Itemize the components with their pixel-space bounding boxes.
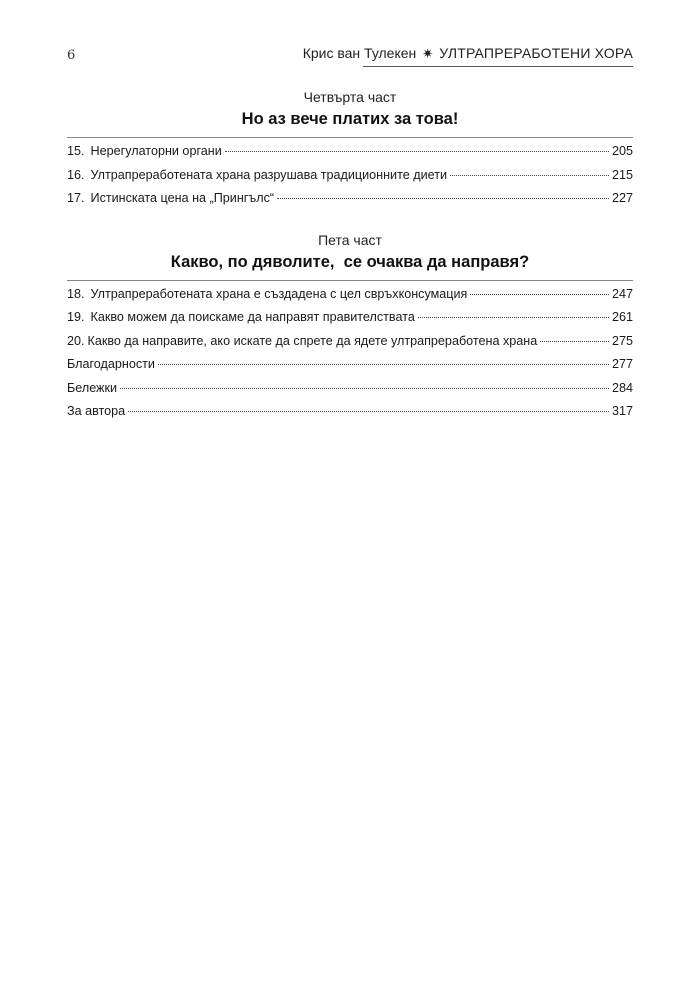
toc-entry-number: 19.	[67, 310, 85, 324]
toc-entry-title: Какво можем да поискаме да направят правителствата	[90, 310, 415, 324]
toc-entry-title: Ултрапреработената храна е създадена с цел свръхконсумация	[90, 286, 468, 301]
toc-entry[interactable]	[67, 381, 633, 405]
header-rule	[363, 66, 633, 67]
toc-entry-number: 18.	[67, 286, 85, 301]
dot-leader	[470, 294, 609, 295]
toc-entry[interactable]	[67, 168, 633, 192]
part-label: Пета част	[318, 231, 382, 248]
toc-entry-title: Истинската цена на „Прингълс“	[90, 191, 275, 205]
dot-leader	[158, 364, 609, 365]
dot-leader	[120, 388, 609, 389]
toc-entry-title: Какво да направите, ако искате да спрете да ядете ултрапреработена храна	[87, 333, 538, 348]
part-rule	[67, 137, 633, 138]
toc-entry-title: За автора	[67, 404, 126, 418]
part-title: Какво, по дяволите, се очаква да направя?	[170, 252, 530, 271]
toc-entry-title: Нерегулаторни органи	[90, 144, 222, 158]
part-rule	[67, 280, 633, 281]
dot-leader	[128, 411, 609, 412]
toc-entry[interactable]	[67, 404, 633, 428]
toc-entry-page: 277	[611, 357, 633, 371]
toc-entry-page: 275	[611, 333, 633, 348]
toc-entry[interactable]	[67, 144, 633, 168]
toc-entry-page: 215	[611, 167, 633, 182]
toc-entry-page: 317	[611, 404, 633, 418]
page-number: 6	[67, 48, 76, 63]
table-of-contents	[67, 88, 633, 428]
toc-entry-number: 15.	[67, 144, 85, 158]
toc-entry[interactable]	[67, 357, 633, 381]
toc-entry-page: 247	[611, 286, 633, 301]
dot-leader	[277, 198, 609, 199]
toc-entry[interactable]	[67, 287, 633, 311]
part-five	[67, 231, 633, 428]
running-head	[303, 45, 633, 62]
dot-leader	[450, 175, 609, 176]
part-four	[67, 88, 633, 215]
toc-entry-title: Бележки	[67, 380, 118, 395]
toc-entry-page: 284	[611, 380, 633, 395]
part-label: Четвърта част	[303, 89, 397, 105]
toc-entry-number: 17.	[67, 191, 85, 205]
toc-entry-number: 16.	[67, 167, 85, 182]
toc-entry[interactable]	[67, 334, 633, 358]
dot-leader	[540, 341, 609, 342]
dot-leader	[418, 317, 609, 318]
toc-entry-page: 261	[611, 310, 633, 324]
running-head-author: Крис ван Тулекен	[302, 45, 417, 61]
toc-entry-page: 205	[611, 144, 633, 158]
toc-entry-title: Ултрапреработената храна разрушава традиционните диети	[90, 167, 447, 182]
part-title: Но аз вече платих за това!	[241, 110, 459, 128]
running-head-book-title: УЛТРАПРЕРАБОТЕНИ ХОРА	[439, 45, 633, 61]
toc-entry-title: Благодарности	[67, 357, 155, 371]
toc-entry[interactable]	[67, 191, 633, 215]
toc-entry[interactable]	[67, 310, 633, 334]
star-icon: ✷	[422, 46, 434, 61]
toc-entry-page: 227	[611, 191, 633, 205]
toc-entry-number: 20.	[67, 333, 85, 348]
dot-leader	[225, 151, 609, 152]
